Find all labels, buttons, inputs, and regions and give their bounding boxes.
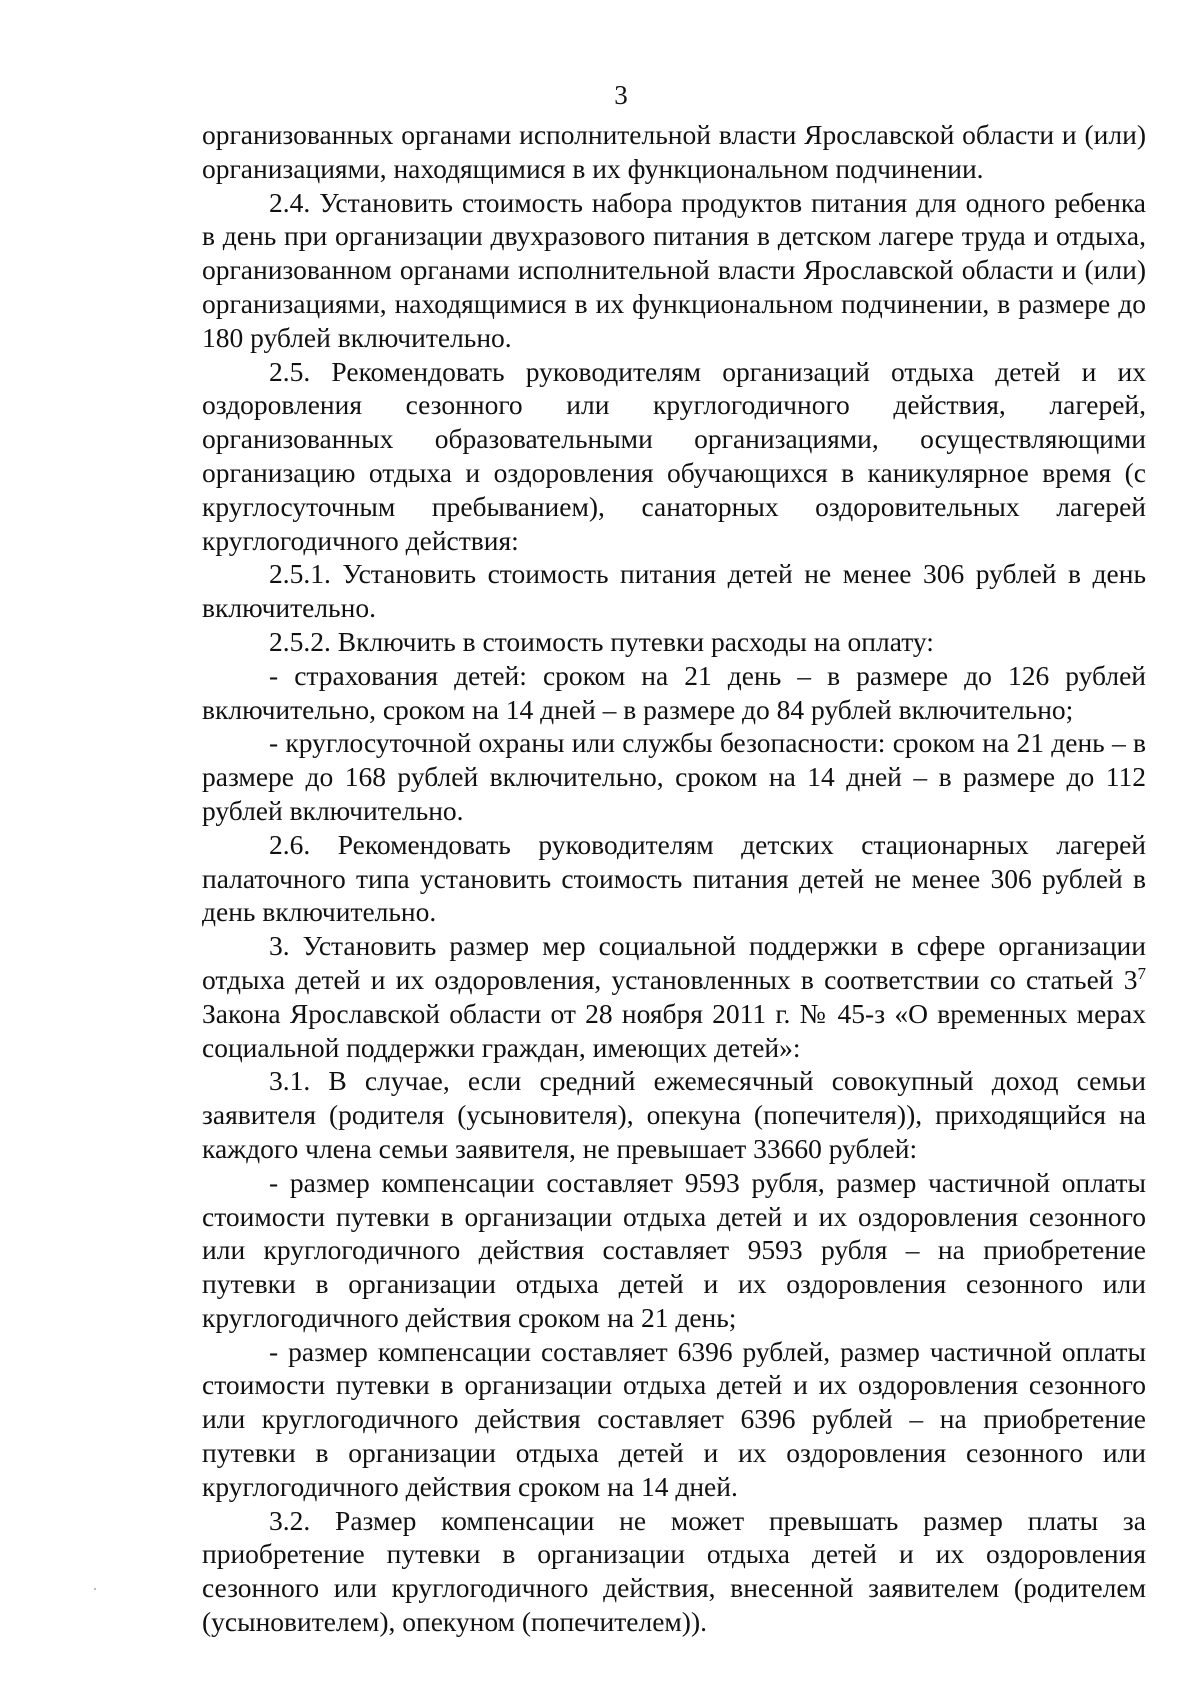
paragraph-2-4: 2.4. Установить стоимость набора продуктов питания для одного ребенка в день при организации двухразового питания в детском лагере труда и отдыха, организованном органами исполнительной власти Ярославской области и (или) организациями, находящимися в их функциональном подчинении, в размере до 180 рублей включительно. bbox=[202, 186, 1146, 353]
paragraph-2-5: 2.5. Рекомендовать руководителям организаций отдыха детей и их оздоровления сезонного или круглогодичного действия, лагерей, организованных образовательными организациями, осуществляющими организацию отдыха и оздоровления обучающихся в каникулярное время (с круглосуточным пребыванием), санаторных оздоровительных лагерей круглогодичного действия: bbox=[202, 355, 1146, 556]
page-number: 3 bbox=[614, 80, 628, 110]
paragraph-3-text-end: Закона Ярославской области от 28 ноября 2011 г. № 45-з «О временных мерах социальной поддержки граждан, имеющих детей»: bbox=[202, 997, 1146, 1063]
paragraph-2-5-2: 2.5.2. Включить в стоимость путевки расходы на оплату: bbox=[269, 625, 934, 657]
paragraph-2-5-1: 2.5.1. Установить стоимость питания детей не менее 306 рублей в день включительно. bbox=[202, 558, 1146, 624]
scan-artifact bbox=[94, 1588, 96, 1590]
document-body bbox=[202, 118, 1146, 1639]
list-item-compensation-21-days: - размер компенсации составляет 9593 рубля, размер частичной оплаты стоимости путевки в организации отдыха детей и их оздоровления сезонного или круглогодичного действия составляет 9593 рубля – на приобретение путевки в организации отдыха детей и их оздоровления сезонного или круглогодичного действия сроком на 21 день; bbox=[202, 1166, 1146, 1333]
list-item-compensation-14-days: - размер компенсации составляет 6396 рублей, размер частичной оплаты стоимости путевки в организации отдыха детей и их оздоровления сезонного или круглогодичного действия составляет 6396 рублей – на приобретение путевки в организации отдыха детей и их оздоровления сезонного или круглогодичного действия сроком на 14 дней. bbox=[202, 1335, 1146, 1502]
paragraph-2-6: 2.6. Рекомендовать руководителям детских стационарных лагерей палаточного типа установить стоимость питания детей не менее 306 рублей в день включительно. bbox=[202, 828, 1146, 928]
article-superscript: 7 bbox=[1137, 963, 1146, 983]
paragraph-3 bbox=[202, 929, 1146, 1064]
paragraph-3-text-start: 3. Установить размер мер социальной поддержки в сфере организации отдыха детей и их оздоровления, установленных в соответствии со статьей 3 bbox=[202, 930, 1146, 995]
list-item-security: - круглосуточной охраны или службы безопасности: сроком на 21 день – в размере до 168 рублей включительно, сроком на 14 дней – в размере до 112 рублей включительно. bbox=[202, 727, 1146, 826]
list-item-insurance: - страхования детей: сроком на 21 день – в размере до 126 рублей включительно, сроком на 14 дней – в размере до 84 рублей включительно; bbox=[202, 659, 1146, 725]
paragraph-3-2: 3.2. Размер компенсации не может превышать размер платы за приобретение путевки в организации отдыха детей и их оздоровления сезонного или круглогодичного действия, внесенной заявителем (родителем (усыновителем), опекуном (попечителем)). bbox=[202, 1504, 1146, 1638]
paragraph-3-1: 3.1. В случае, если средний ежемесячный совокупный доход семьи заявителя (родителя (усыновителя), опекуна (попечителя)), приходящийся на каждого члена семьи заявителя, не превышает 33660 рублей: bbox=[202, 1065, 1146, 1164]
paragraph-continuation: организованных органами исполнительной власти Ярославской области и (или) организациями, находящимися в их функциональном подчинении. bbox=[202, 119, 1146, 184]
